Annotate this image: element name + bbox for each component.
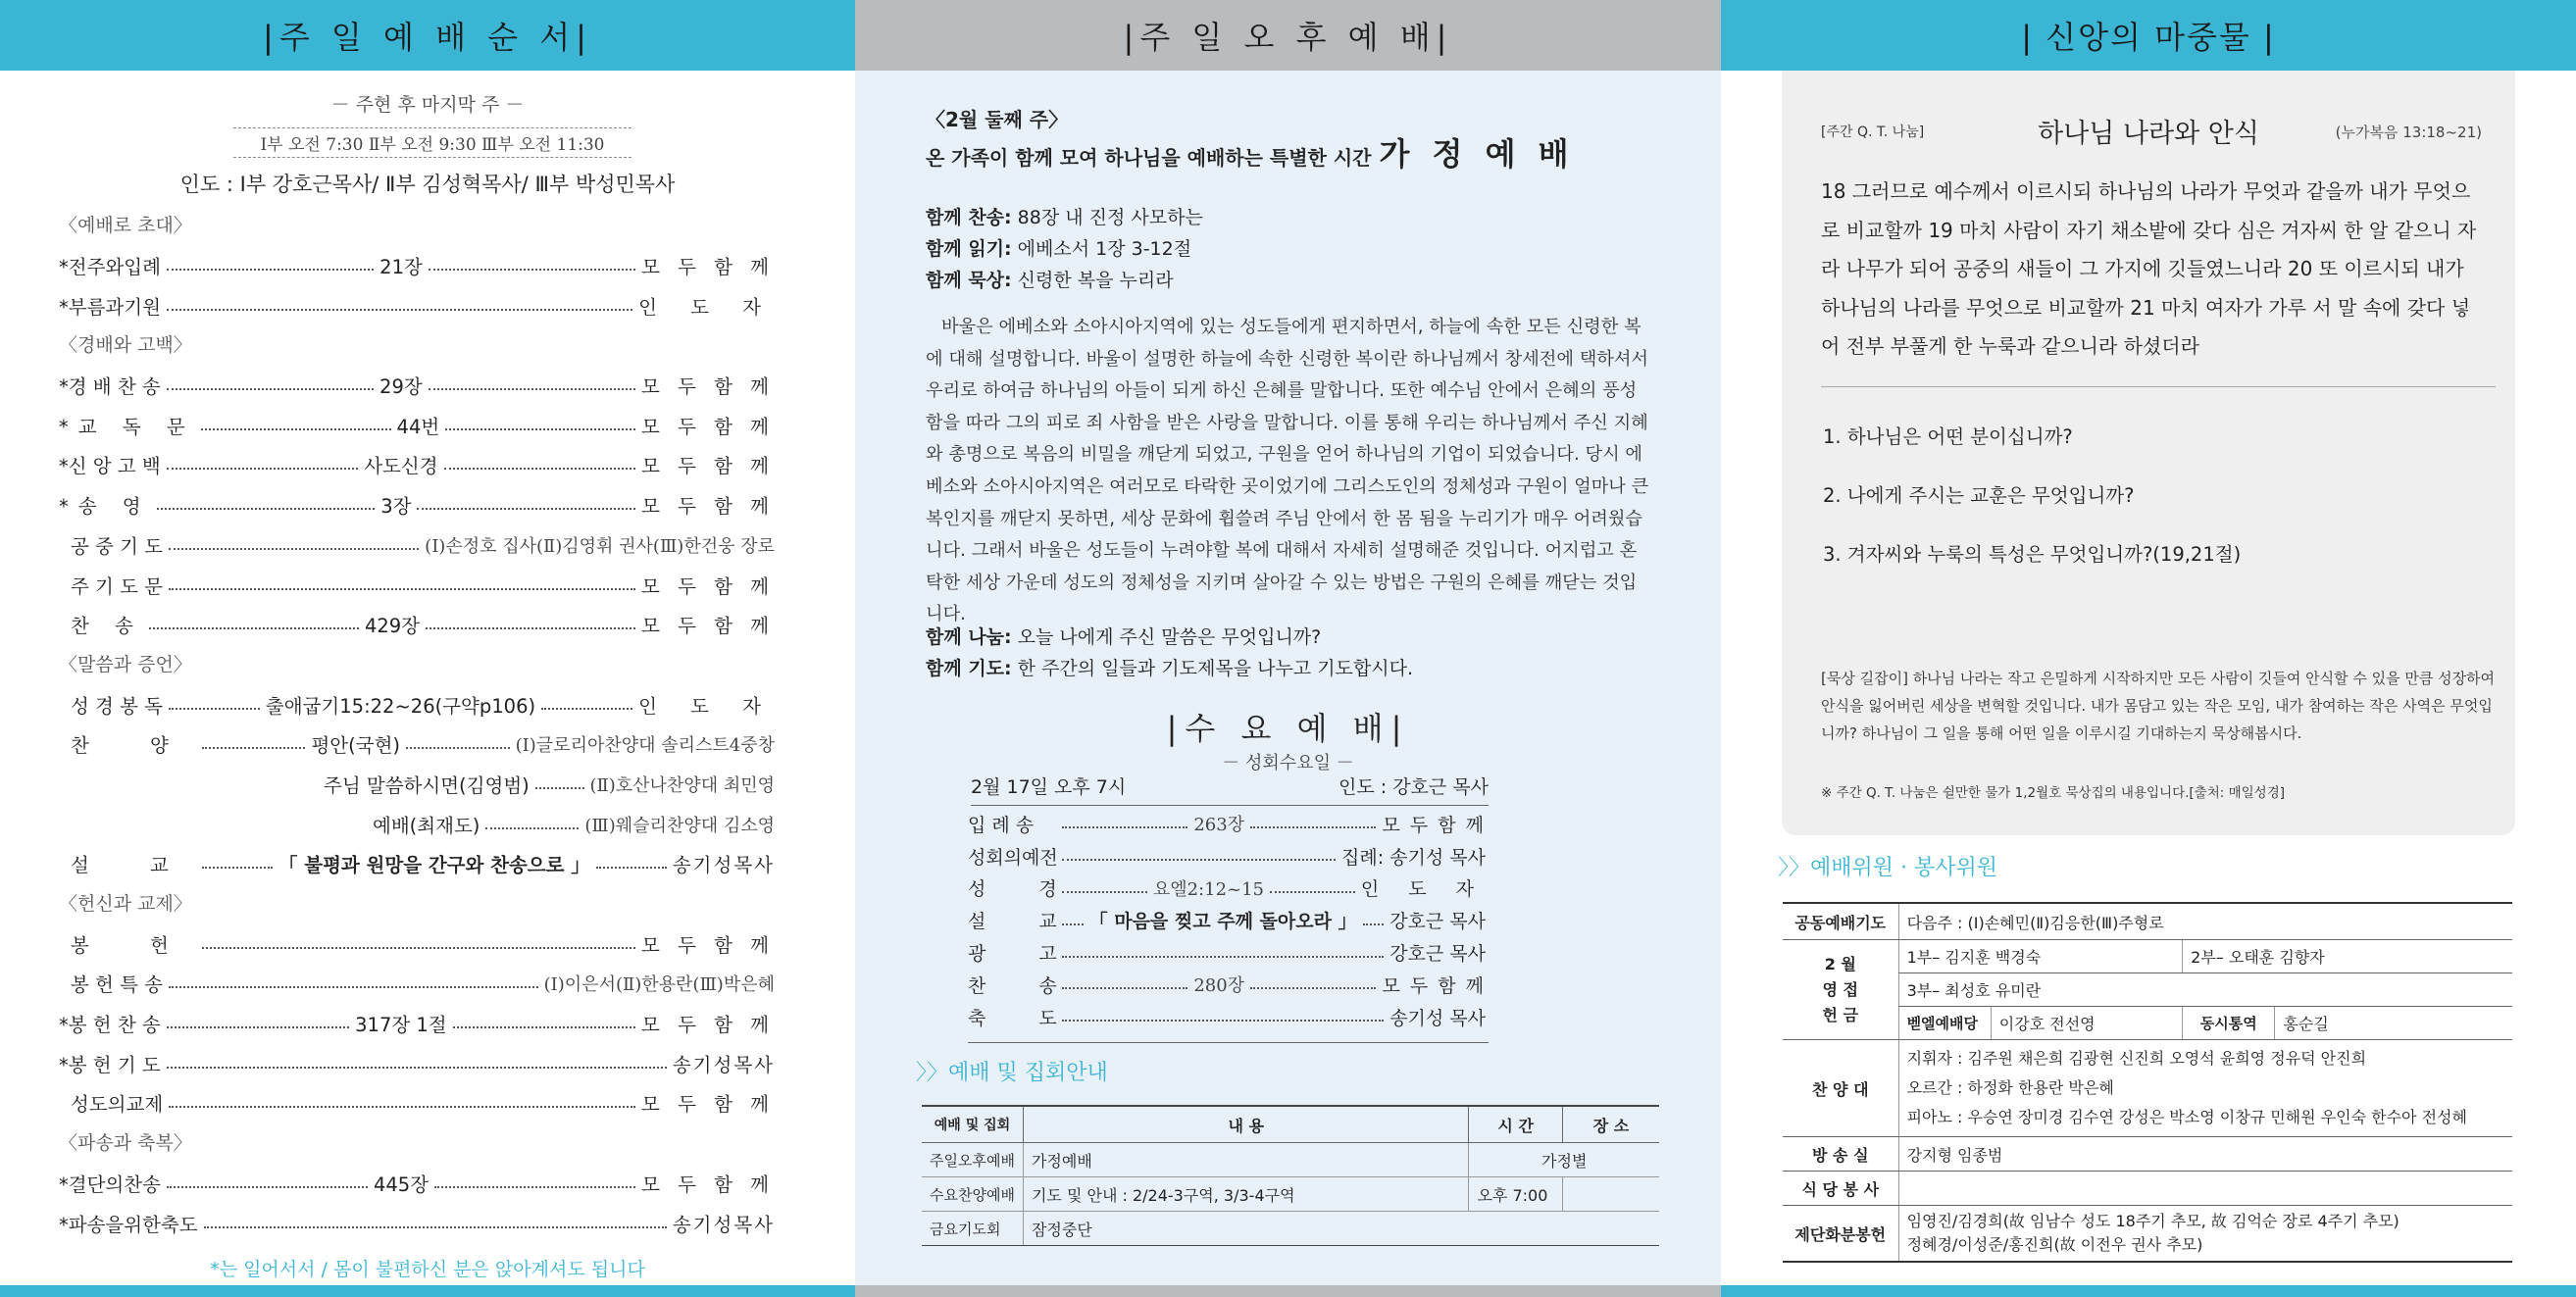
volunteers-table	[1783, 902, 2512, 1263]
qt-reference: (누가복음 13:18~21)	[2335, 124, 2482, 141]
wednesday-order-list	[968, 808, 1486, 1033]
table-row: 주일오후예배 가정예배 가정별	[922, 1143, 1659, 1177]
family-worship-title: 온 가족이 함께 모여 하나님을 예배하는 특별한 시간 가 정 예 배	[926, 135, 1575, 173]
family-worship-lines	[926, 202, 1203, 296]
order-row: *부름과기원 인 도 자	[59, 295, 775, 319]
order-row: 주님 말씀하시면(김영범) (Ⅱ)호산나찬양대 최민영	[324, 773, 775, 797]
order-row: *전주와입례 21장 모 두 함 께	[59, 256, 776, 279]
order-row: 성 경 봉 독 출애굽기15:22~26(구약p106) 인 도 자	[71, 694, 775, 718]
service-leaders: 인도 : Ⅰ부 강호근목사/ Ⅱ부 김성혁목사/ Ⅲ부 박성민목사	[179, 173, 676, 196]
order-row: 찬 송 429장 모 두 함 께	[71, 615, 776, 638]
order-row: *파송을위한축도 송기성목사	[59, 1213, 775, 1236]
table-row: 2 월 영 접 헌 금 1부– 김지훈 백경숙 2부– 오태훈 김향자	[1783, 940, 2512, 973]
table-row: 제단화분봉헌 임영진/김경희(故 임남수 성도 18주기 추모, 故 김억순 장로 4주기 추모) 정혜경/이성준/홍진희(故 이전우 권사 추모)	[1783, 1206, 2512, 1263]
order-row: *경 배 찬 송 29장 모 두 함 께	[59, 375, 775, 399]
qt-box	[1782, 71, 2515, 835]
line-meditation: 함께 묵상: 신령한 복을 누리라	[926, 270, 1174, 291]
line-reading: 함께 읽기: 에베소서 1장 3-12절	[926, 238, 1192, 260]
week-label: 〈2월 둘째 주〉	[926, 108, 1069, 131]
bottom-bar	[855, 1285, 1721, 1297]
divider	[1821, 386, 2496, 387]
worship-order-list	[59, 206, 775, 1243]
table-row: 식 당 봉 사	[1783, 1172, 2512, 1206]
divider	[968, 1042, 1489, 1043]
order-row: 축 도 송기성 목사	[968, 1007, 1486, 1029]
order-row: *신 앙 고 백 사도신경 모 두 함 께	[59, 455, 776, 478]
standing-note: *는 일어서서 / 몸이 불편하신 분은 앉아계셔도 됩니다	[210, 1259, 645, 1280]
order-row: 봉 헌 특 송 (Ⅰ)이은서(Ⅱ)한용란(Ⅲ)박은혜	[71, 973, 775, 997]
order-row: *봉 헌 기 도 송기성목사	[59, 1053, 775, 1076]
qt-title: 하나님 나라와 안식	[2038, 119, 2259, 149]
order-row: *봉 헌 찬 송 317장 1절 모 두 함 께	[59, 1014, 775, 1037]
order-row: 찬 송 280장 모 두 함 께	[968, 974, 1487, 997]
order-row: 입 례 송 263장 모 두 함 께	[968, 814, 1487, 836]
wednesday-leader: 인도 : 강호근 목사	[1339, 776, 1489, 798]
qt-questions	[1823, 408, 2241, 584]
table-row: 벧엘예배당 이강호 전선영 동시통역 홍순길	[1783, 1007, 2512, 1040]
afternoon-worship-header: |주 일 오 후 예 배|	[855, 0, 1721, 71]
wednesday-header	[971, 773, 1489, 806]
bottom-bar	[1721, 1285, 2576, 1297]
wednesday-subtitle: － 성회수요일 －	[1222, 753, 1354, 773]
section-devotion: 〈헌신과 교제〉	[59, 892, 192, 915]
service-times: Ⅰ부 오전 7:30 Ⅱ부 오전 9:30 Ⅲ부 오전 11:30	[233, 127, 631, 158]
announcements-table	[922, 1105, 1659, 1246]
order-row: 봉 헌 모 두 함 께	[71, 933, 775, 957]
volunteers-title: 〉〉예배위원 · 봉사위원	[1778, 856, 1997, 880]
afternoon-worship-panel	[855, 0, 1721, 1297]
qt-scripture: 18 그러므로 예수께서 이르시되 하나님의 나라가 무엇과 같을까 내가 무엇으로 비교할까 19 마치 사람이 자기 채소밭에 갖다 심은 겨자씨 한 알 같으니 자라 나무가 되어 공중의 새들이 그 가지에 깃들였느니라 20 또 이르시되 내가 하나님의 나라를 무엇으로 비교할까 21 마치 여자가 가루 서 말 속에 갖다 넣어 전부 부풀게 한 누룩과 같으니라 하셨더라	[1821, 179, 2477, 358]
order-row: 예배(최재도) (Ⅲ)웨슬리찬양대 김소영	[373, 814, 775, 837]
question-3: 3. 겨자씨와 누룩의 특성은 무엇입니까?(19,21절)	[1823, 543, 2242, 566]
meditation-guide: [묵상 길잡이] 하나님 나라는 작고 은밀하게 시작하지만 모든 사람이 깃들여 안식할 수 있을 만큼 성장하여 안식을 잃어버린 세상을 변혁할 것입니다. 내가 몸담고 있는 작은 모임, 내가 참여하는 작은 사역은 무엇입니까? 하나님이 그 일을 통해 어떤 일을 이루시길 기대하는지 묵상해봅시다.	[1821, 670, 2496, 742]
faith-panel	[1721, 0, 2576, 1297]
table-row: 금요기도회 잠정중단	[922, 1212, 1659, 1246]
order-row: 공 중 기 도 (Ⅰ)손정호 집사(Ⅱ)김영휘 권사(Ⅲ)한건웅 장로	[71, 534, 775, 558]
order-row: 설 교 「 마음을 찢고 주께 돌아오라 」 강호근 목사	[968, 911, 1486, 933]
wednesday-worship-title: |수 요 예 배|	[1166, 710, 1410, 747]
announcements-title: 〉〉예배 및 집회안내	[916, 1061, 1108, 1085]
bottom-bar	[0, 1285, 855, 1297]
table-row: 공동예배기도 다음주 : (Ⅰ)손혜민(Ⅱ)김응한(Ⅲ)주형로	[1783, 903, 2512, 940]
order-row: *송 영 3장 모 두 함 께	[59, 495, 776, 519]
order-row: 성회의예전 집례: 송기성 목사	[968, 846, 1486, 869]
faith-header: | 신앙의 마중물 |	[1721, 0, 2576, 71]
worship-order-panel	[0, 0, 855, 1297]
table-row: 찬 양 대 지휘자 : 김주원 채은희 김광현 신진희 오영석 윤희영 정유덕 안진희 오르간 : 하정화 한용란 박은혜 피아노 : 우승연 장미경 김수연 강성은 박소영 이창규 민해원 우인숙 한수아 전성혜	[1783, 1040, 2512, 1137]
table-header-row: 예배 및 집회 내 용 시 간 장 소	[922, 1106, 1659, 1143]
section-word: 〈말씀과 증언〉	[59, 653, 192, 675]
order-row: 설 교 「 불평과 원망을 간구와 찬송으로 」 송기성목사	[71, 854, 776, 877]
section-invitation: 〈예배로 초대〉	[59, 215, 192, 236]
table-row: 3부– 최성호 유미란	[1783, 973, 2512, 1007]
order-row: *교 독 문 44번 모 두 함 께	[59, 415, 775, 438]
sermon-paragraph: 바울은 에베소와 소아시아지역에 있는 성도들에게 편지하면서, 하늘에 속한 모든 신령한 복에 대해 설명합니다. 바울이 설명한 하늘에 속한 신령한 복이란 하나님께서 창세전에 택하셔서 우리로 하여금 하나님의 아들이 되게 하신 은혜를 말합니다. 또한 예수님 안에서 은혜의 풍성함을 따라 그의 피로 죄 사함을 받은 사랑을 말합니다. 이를 통해 우리는 하나님께서 주신 지혜와 총명으로 복음의 비밀을 깨닫게 되었고, 구원을 얻어 하나님의 기업이 되었습니다. 당시 에베소와 소아시아지역은 여러모로 타락한 곳이었기에 그리스도인의 정체성과 구원이 얼마나 큰 복인지를 깨닫지 못하면, 세상 문화에 휩쓸려 주님 안에서 한 몸 됨을 누리기가 매우 어려웠습니다. 그래서 바울은 성도들이 누려야할 복에 대해서 자세히 설명해준 것입니다. 어지럽고 혼탁한 세상 가운데 성도의 정체성을 지키며 살아갈 수 있는 방법은 구원의 은혜를 깨닫는 것입니다.	[926, 317, 1649, 625]
order-row: 주 기 도 문 모 두 함 께	[71, 574, 775, 598]
family-share: 함께 나눔: 오늘 나에게 주신 말씀은 무엇입니까? 함께 기도: 한 주간의 일들과 기도제목을 나누고 기도합시다.	[926, 626, 1413, 679]
qt-tag: [주간 Q. T. 나눔]	[1821, 125, 1925, 140]
qt-source: ※ 주간 Q. T. 나눔은 쉴만한 물가 1,2월호 묵상집의 내용입니다.[출처: 매일성경]	[1821, 785, 2286, 801]
order-row: 성도의교제 모 두 함 께	[71, 1093, 775, 1117]
section-sending: 〈파송과 축복〉	[59, 1131, 192, 1154]
worship-order-header: |주 일 예 배 순 서|	[0, 0, 855, 71]
wednesday-date: 2월 17일 오후 7시	[971, 776, 1127, 798]
question-2: 2. 나에게 주시는 교훈은 무엇입니까?	[1823, 484, 2135, 507]
season-subtitle: － 주현 후 마지막 주 －	[330, 94, 525, 116]
table-row: 수요찬양예배 기도 및 안내 : 2/24-3구역, 3/3-4구역 오후 7:00	[922, 1177, 1659, 1212]
order-row: 성 경 요엘2:12~15 인 도 자	[968, 878, 1486, 901]
order-row: 광 고 강호근 목사	[968, 943, 1486, 966]
table-row: 방 송 실 강지형 임종범	[1783, 1137, 2512, 1172]
section-praise: 〈경배와 고백〉	[59, 334, 192, 357]
order-row: 찬 양 평안(국현) (Ⅰ)글로리아찬양대 솔리스트4중창	[71, 734, 776, 758]
order-row: *결단의찬송 445장 모 두 함 께	[59, 1172, 776, 1196]
question-1: 1. 하나님은 어떤 분이십니까?	[1823, 425, 2073, 448]
line-hymn: 함께 찬송: 88장 내 진정 사모하는	[926, 207, 1203, 228]
